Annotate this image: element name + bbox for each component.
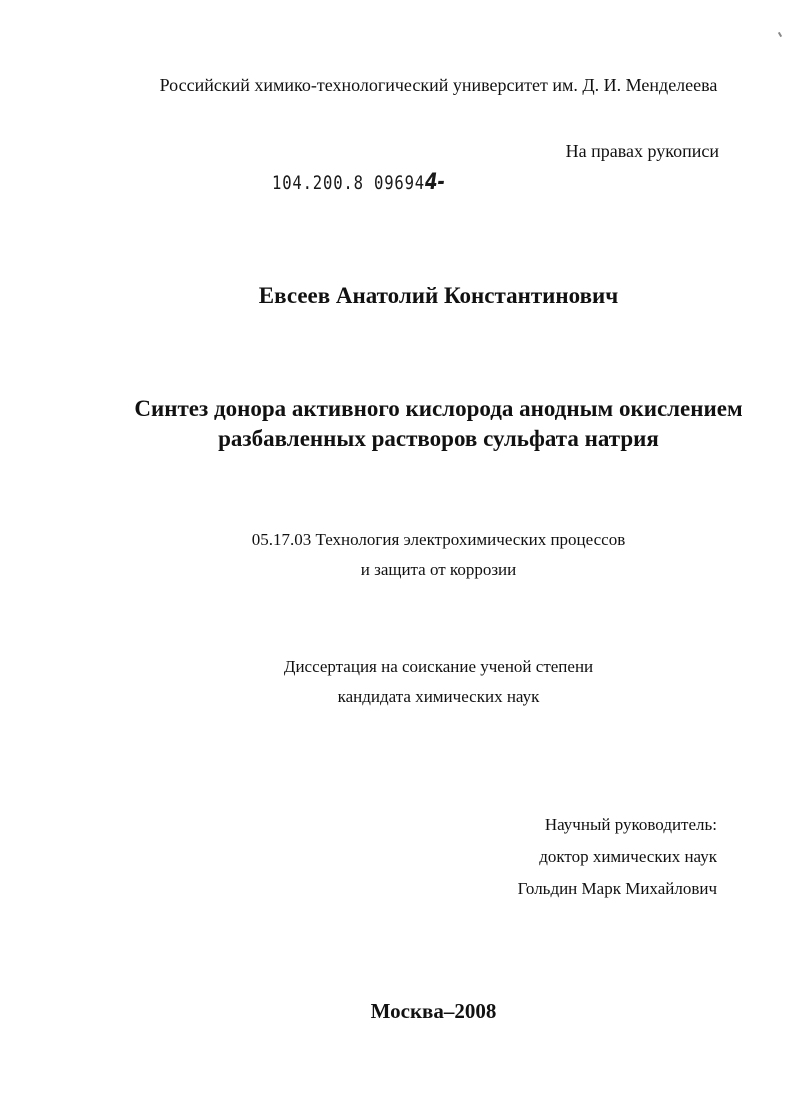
supervisor-line: Научный руководитель: [544, 815, 717, 834]
degree-statement [0, 652, 797, 712]
rights-note: На правах рукописи [565, 141, 719, 161]
specialty [0, 525, 797, 585]
supervisor-line: доктор химических наук [539, 847, 717, 866]
supervisor-line: Гольдин Марк Михайлович [517, 879, 717, 898]
scan-speck [778, 32, 782, 37]
archive-number-handwritten: 4- [425, 170, 446, 195]
title-line: Синтез донора активного кислорода анодным окислением [134, 396, 743, 421]
degree-line: Диссертация на соискание ученой степени [283, 657, 594, 676]
supervisor-block [518, 809, 717, 905]
dissertation-title [0, 394, 797, 454]
specialty-line: и защита от коррозии [360, 560, 517, 579]
author-name: Евсеев Анатолий Константинович [258, 283, 619, 308]
degree-line: кандидата химических наук [337, 687, 540, 706]
city-year: Москва–2008 [370, 999, 497, 1023]
title-line: разбавленных растворов сульфата натрия [218, 426, 659, 451]
specialty-line: 05.17.03 Технология электрохимических процессов [251, 530, 626, 549]
archive-number-printed: 104.200.8 09694 [272, 172, 426, 194]
university-name: Российский химико-технологический университет им. Д. И. Менделеева [159, 75, 718, 95]
archive-number [272, 170, 445, 195]
